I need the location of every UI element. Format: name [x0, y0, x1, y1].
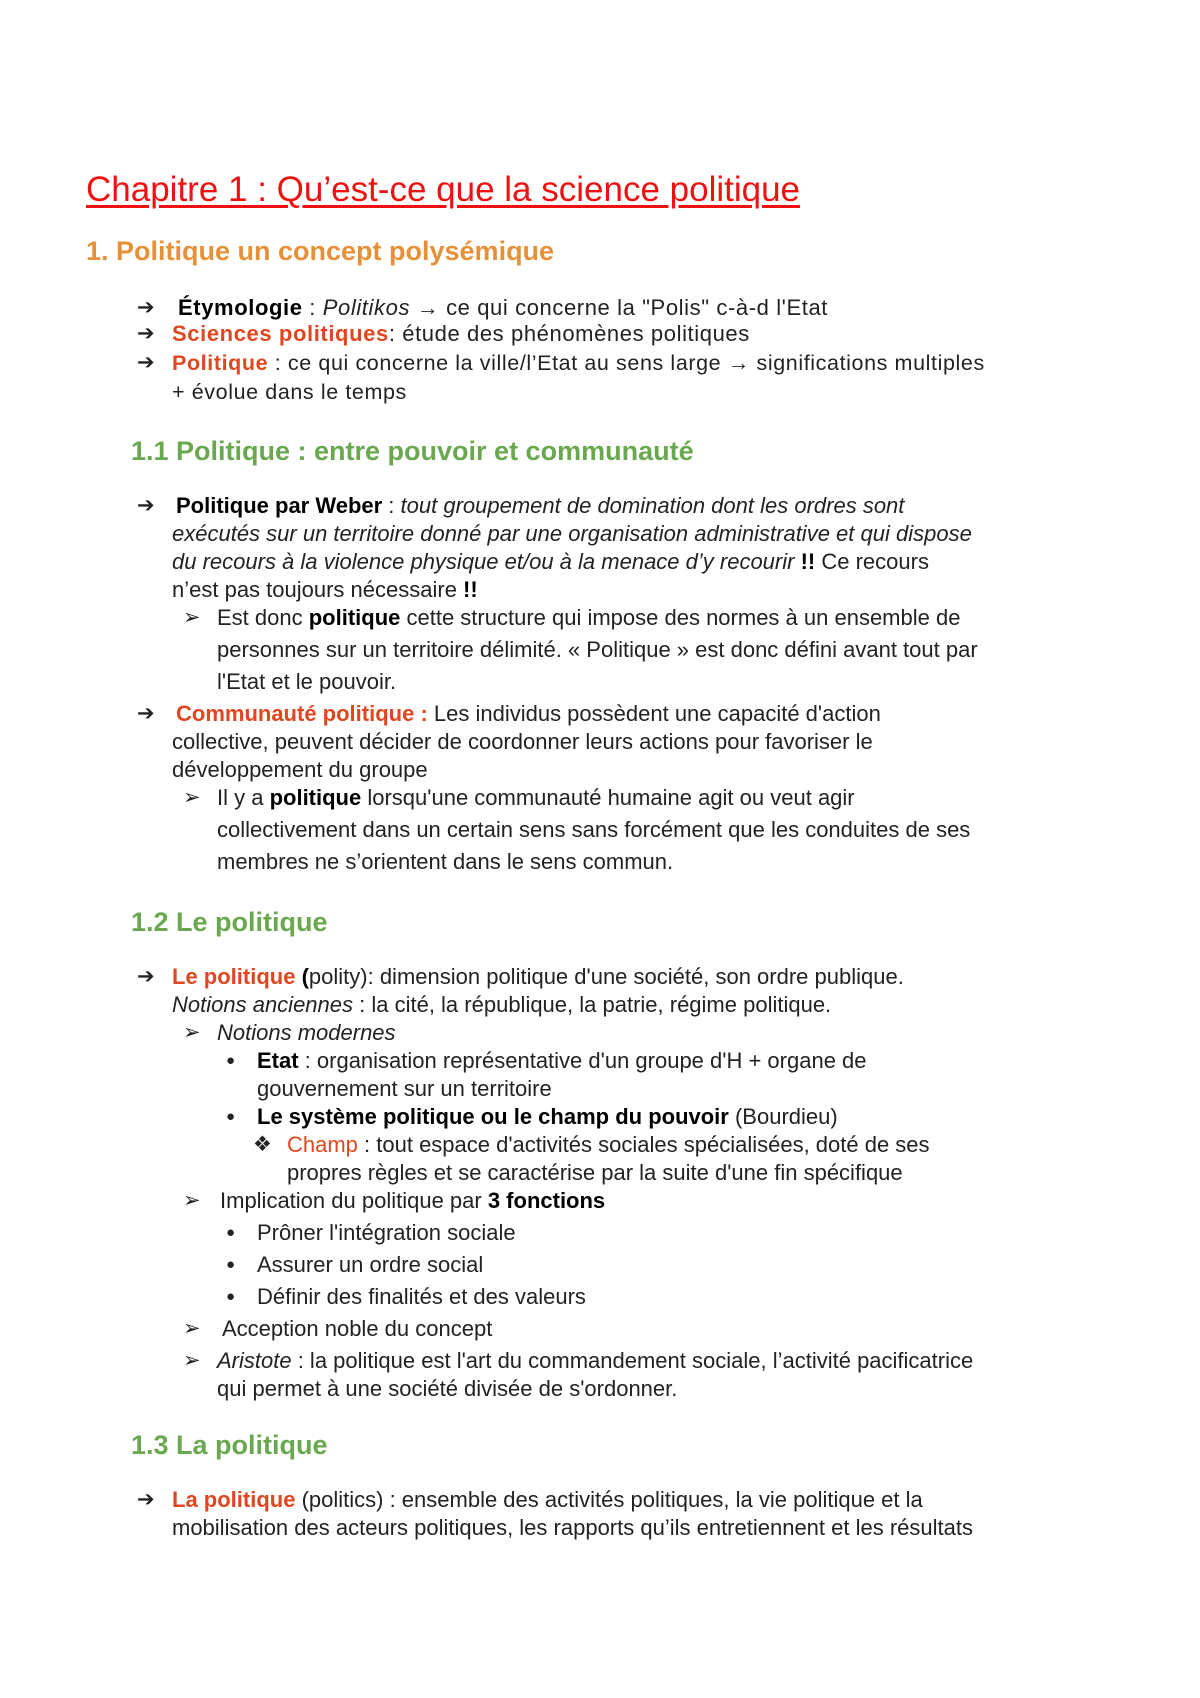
fonction-item: Assurer un ordre social — [257, 1252, 484, 1277]
arrow-icon: ➔ — [137, 965, 155, 988]
systeme-line: Le système politique ou le champ du pouvoir (Bourdieu) — [257, 1104, 838, 1129]
acception-line: Acception noble du concept — [222, 1316, 493, 1341]
politique-line: Politique : ce qui concerne la ville/l’Etat au sens large → significations multiples — [172, 351, 985, 375]
bullet-icon: ● — [226, 1224, 236, 1241]
section-heading-1-1: 1.1 Politique : entre pouvoir et communauté — [131, 436, 694, 466]
arrow-icon: ➔ — [137, 351, 155, 374]
communaute-sub-line-1: Il y a politique lorsqu'une communauté humaine agit ou veut agir — [217, 785, 855, 810]
arrow-icon: ➔ — [137, 1488, 155, 1511]
la-politique-term: La politique — [172, 1487, 296, 1512]
communaute-line-3: développement du groupe — [172, 757, 428, 782]
fonction-item: Prôner l'intégration sociale — [257, 1220, 516, 1245]
champ-term: Champ — [287, 1132, 358, 1157]
communaute-sub-line-2: collectivement dans un certain sens sans forcément que les conduites de ses — [217, 817, 971, 842]
triangle-icon: ➢ — [183, 606, 201, 629]
etat-line-1: Etat : organisation représentative d'un groupe d'H + organe de — [257, 1048, 867, 1073]
weber-line-1: Politique par Weber : tout groupement de domination dont les ordres sont — [176, 493, 905, 518]
chapter-title: Chapitre 1 : Qu’est-ce que la science politique — [86, 170, 801, 209]
aristote-line-2: qui permet à une société divisée de s'ordonner. — [217, 1376, 678, 1401]
champ-line-2: propres règles et se caractérise par la suite d'une fin spécifique — [287, 1160, 903, 1185]
bullet-icon: ● — [226, 1256, 236, 1273]
arrow-icon: ➔ — [137, 322, 155, 345]
politique-line-2: + évolue dans le temps — [172, 380, 407, 404]
triangle-icon: ➢ — [183, 1317, 201, 1340]
communaute-sub-line-3: membres ne s’orientent dans le sens commun. — [217, 849, 674, 874]
triangle-icon: ➢ — [183, 1021, 201, 1044]
le-politique-term: Le politique — [172, 964, 296, 989]
etymologie-line: Étymologie : Politikos → ce qui concerne la "Polis" c-à-d l'Etat — [178, 295, 829, 320]
weber-line-2: exécutés sur un territoire donné par une organisation administrative et qui dispose — [172, 521, 972, 546]
bullet-icon: ● — [226, 1052, 236, 1069]
etymologie-term: Étymologie — [178, 295, 303, 320]
la-politique-line-2: mobilisation des acteurs politiques, les rapports qu’ils entretiennent et les résultats — [172, 1515, 973, 1540]
le-politique-line-2: Notions anciennes : la cité, la république, la patrie, régime politique. — [172, 992, 832, 1017]
section-heading-1-2: 1.2 Le politique — [131, 907, 328, 937]
section-heading-1: 1. Politique un concept polysémique — [86, 236, 555, 266]
le-politique-line-1: Le politique (polity): dimension politique d'une société, son ordre publique. — [172, 964, 904, 989]
champ-line-1: Champ : tout espace d'activités sociales spécialisées, doté de ses — [287, 1132, 930, 1157]
communaute-term: Communauté politique : — [176, 701, 428, 726]
sciences-term: Sciences politiques — [172, 321, 389, 346]
politique-term: Politique — [172, 351, 269, 375]
communaute-line-1: Communauté politique : Les individus possèdent une capacité d'action — [176, 701, 881, 726]
triangle-icon: ➢ — [183, 1349, 201, 1372]
arrow-icon: ➔ — [137, 702, 155, 725]
weber-line-3: du recours à la violence physique et/ou à la menace d’y recourir !! Ce recours — [172, 549, 929, 574]
weber-sub-line-1: Est donc politique cette structure qui impose des normes à un ensemble de — [217, 605, 961, 630]
bullet-icon: ● — [226, 1288, 236, 1305]
arrow-icon: ➔ — [137, 296, 155, 319]
weber-term: Politique par Weber — [176, 493, 383, 518]
triangle-icon: ➢ — [183, 1189, 201, 1212]
notions-modernes: Notions modernes — [217, 1020, 396, 1045]
communaute-line-2: collective, peuvent décider de coordonner leurs actions pour favoriser le — [172, 729, 873, 754]
weber-sub-line-3: l'Etat et le pouvoir. — [217, 669, 397, 694]
arrow-icon: ➔ — [137, 494, 155, 517]
la-politique-line-1: La politique (politics) : ensemble des activités politiques, la vie politique et la — [172, 1487, 923, 1512]
aristote-line-1: Aristote : la politique est l'art du commandement sociale, l’activité pacificatrice — [217, 1348, 974, 1373]
fonction-item: Définir des finalités et des valeurs — [257, 1284, 586, 1309]
etat-line-2: gouvernement sur un territoire — [257, 1076, 552, 1101]
sciences-line: Sciences politiques: étude des phénomènes politiques — [172, 321, 750, 346]
section-heading-1-3: 1.3 La politique — [131, 1430, 328, 1460]
bullet-icon: ● — [226, 1108, 236, 1125]
weber-sub-line-2: personnes sur un territoire délimité. « Politique » est donc défini avant tout par — [217, 637, 978, 662]
implication-line: Implication du politique par 3 fonctions — [220, 1188, 606, 1213]
triangle-icon: ➢ — [183, 786, 201, 809]
weber-line-4: n’est pas toujours nécessaire !! — [172, 577, 478, 602]
diamond-icon: ❖ — [253, 1133, 272, 1156]
